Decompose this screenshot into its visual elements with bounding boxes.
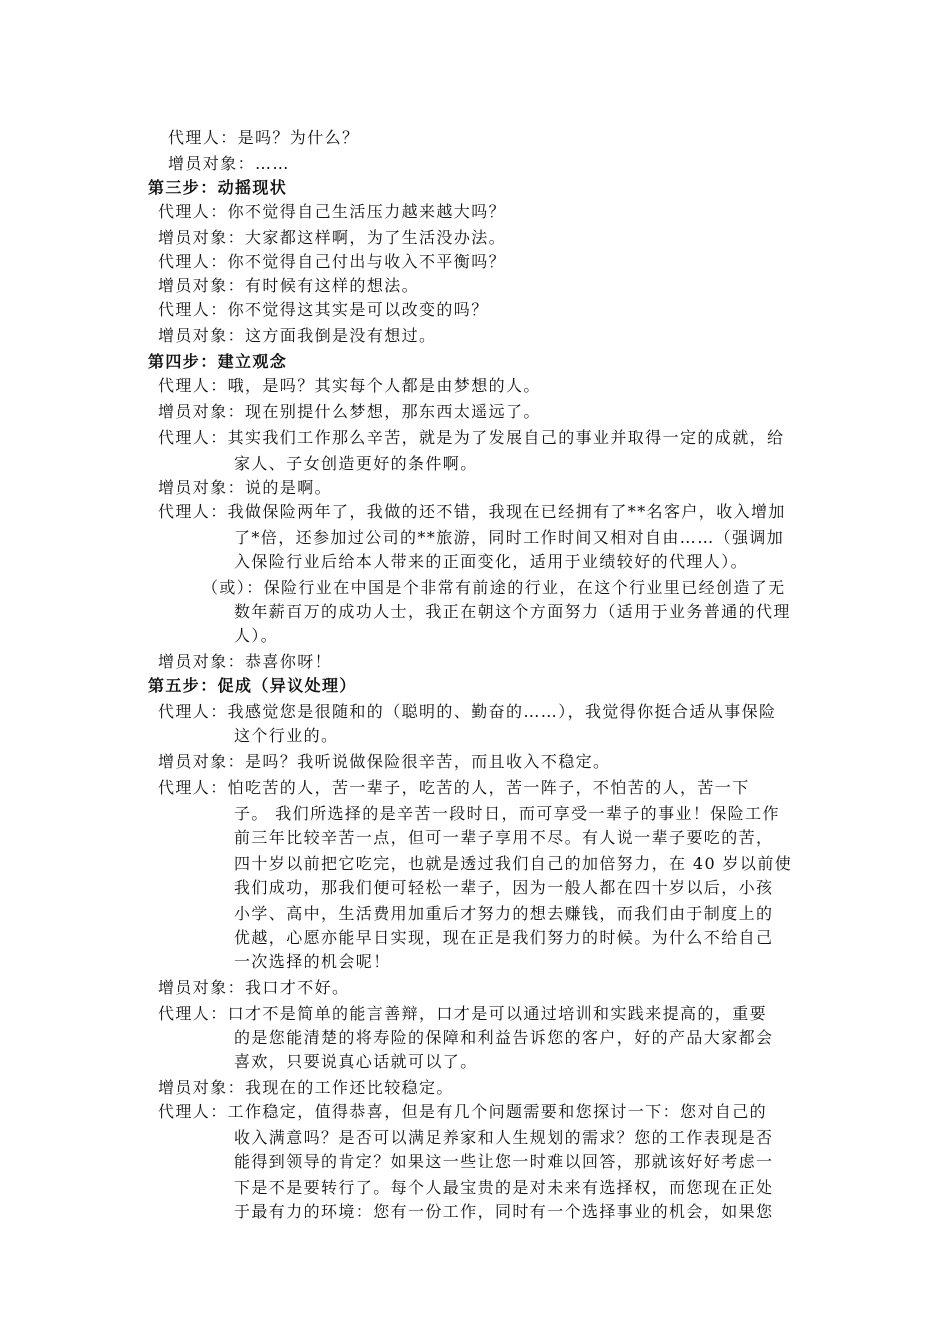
dialog-line bbox=[158, 700, 776, 724]
dialog-line bbox=[168, 126, 359, 150]
dialog-continuation: 喜欢，只要说真心话就可以了。 bbox=[234, 1052, 478, 1071]
dialog-line bbox=[158, 374, 541, 398]
section-heading: 第五步：促成（异议处理） bbox=[148, 676, 357, 695]
dialog-line bbox=[158, 1076, 454, 1100]
dialog-text: 保险行业在中国是个非常有前途的行业，在这个行业里已经创造了无 bbox=[263, 578, 786, 597]
dialog-line bbox=[158, 1100, 767, 1124]
dialog-line bbox=[158, 476, 332, 500]
dialog-text: 其实我们工作那么辛苦，就是为了发展自己的事业并取得一定的成就，给 bbox=[227, 428, 785, 447]
speaker-label: 增员对象： bbox=[158, 478, 246, 497]
dialog-continuation: 下是不是要转行了。每个人最宝贵的是对未来有选择权，而您现在正处 bbox=[234, 1178, 774, 1197]
dialog-text: 是吗？为什么？ bbox=[237, 128, 360, 147]
dialog-line bbox=[158, 1002, 767, 1026]
speaker-label: 增员对象： bbox=[158, 326, 246, 345]
speaker-label: 增员对象： bbox=[158, 1078, 246, 1097]
dialog-line bbox=[158, 226, 506, 250]
speaker-label: 代理人： bbox=[158, 252, 228, 271]
dialog-text: 你不觉得自己付出与收入不平衡吗？ bbox=[227, 252, 507, 271]
dialog-text: 说的是啊。 bbox=[245, 478, 333, 497]
dialog-text: 现在别提什么梦想，那东西太遥远了。 bbox=[245, 402, 541, 421]
dialog-line bbox=[158, 324, 436, 348]
speaker-label: （或）： bbox=[202, 578, 264, 597]
dialog-continuation: 我们成功，那我们便可轻松一辈子，因为一般人都在四十岁以后，小孩 bbox=[234, 878, 774, 897]
section-heading: 第四步：建立观念 bbox=[148, 352, 288, 371]
dialog-line bbox=[158, 776, 750, 800]
dialog-text: 是吗？我听说做保险很辛苦，而且收入不稳定。 bbox=[245, 752, 611, 771]
speaker-label: 增员对象： bbox=[158, 978, 246, 997]
dialog-line bbox=[158, 200, 506, 224]
dialog-continuation: 能得到领导的肯定？如果这一些让您一时难以回答，那就该好好考虑一 bbox=[234, 1152, 774, 1171]
dialog-continuation: 这个行业的。 bbox=[234, 726, 339, 745]
dialog-line bbox=[158, 250, 506, 274]
dialog-continuation: 一次选择的机会呢！ bbox=[234, 952, 391, 971]
dialog-text: 哦，是吗？其实每个人都是由梦想的人。 bbox=[227, 376, 541, 395]
dialog-text: 我口才不好。 bbox=[245, 978, 350, 997]
dialog-text: 口才不是简单的能言善辩，口才是可以通过培训和实践来提高的，重要 bbox=[227, 1004, 768, 1023]
speaker-label: 代理人： bbox=[158, 1102, 228, 1121]
speaker-label: 代理人： bbox=[158, 202, 228, 221]
dialog-text: 大家都这样啊，为了生活没办法。 bbox=[245, 228, 507, 247]
dialog-continuation: 了*倍，还参加过公司的**旅游，同时工作时间又相对自由……（强调加 bbox=[234, 528, 785, 547]
speaker-label: 增员对象： bbox=[158, 652, 246, 671]
dialog-continuation: 子。 我们所选择的是辛苦一段时日，而可享受一辈子的事业！保险工作 bbox=[234, 804, 780, 823]
dialog-continuation: 家人、子女创造更好的条件啊。 bbox=[234, 454, 478, 473]
dialog-text: 我做保险两年了，我做的还不错，我现在已经拥有了**名客户，收入增加 bbox=[227, 502, 786, 521]
speaker-label: 代理人： bbox=[158, 300, 228, 319]
speaker-label: 代理人： bbox=[168, 128, 238, 147]
speaker-label: 增员对象： bbox=[168, 154, 256, 173]
dialog-line bbox=[158, 976, 349, 1000]
dialog-text: 我感觉您是很随和的（聪明的、勤奋的……），我觉得你挺合适从事保险 bbox=[227, 702, 777, 721]
speaker-label: 增员对象： bbox=[158, 228, 246, 247]
speaker-label: 代理人： bbox=[158, 502, 228, 521]
dialog-continuation: 人）。 bbox=[234, 626, 279, 645]
dialog-text: 这方面我倒是没有想过。 bbox=[245, 326, 437, 345]
dialog-text: 我现在的工作还比较稳定。 bbox=[245, 1078, 454, 1097]
section-heading: 第三步：动摇现状 bbox=[148, 178, 288, 197]
dialog-continuation: 四十岁以前把它吃完，也就是透过我们自己的加倍努力，在 40 岁以前使 bbox=[234, 854, 793, 873]
dialog-line bbox=[158, 274, 419, 298]
speaker-label: 代理人： bbox=[158, 1004, 228, 1023]
dialog-line bbox=[202, 576, 786, 600]
dialog-continuation: 于最有力的环境：您有一份工作，同时有一个选择事业的机会，如果您 bbox=[234, 1202, 774, 1221]
dialog-text: 恭喜你呀！ bbox=[245, 652, 333, 671]
speaker-label: 代理人： bbox=[158, 702, 228, 721]
speaker-label: 代理人： bbox=[158, 428, 228, 447]
dialog-continuation: 前三年比较辛苦一点，但可一辈子享用不尽。有人说一辈子要吃的苦， bbox=[234, 828, 774, 847]
dialog-line bbox=[168, 152, 290, 176]
dialog-text: 你不觉得这其实是可以改变的吗？ bbox=[227, 300, 489, 319]
dialog-continuation: 数年薪百万的成功人士，我正在朝这个方面努力（适用于业务普通的代理 bbox=[234, 602, 791, 621]
speaker-label: 增员对象： bbox=[158, 402, 246, 421]
dialog-text: 工作稳定，值得恭喜，但是有几个问题需要和您探讨一下：您对自己的 bbox=[227, 1102, 768, 1121]
speaker-label: 增员对象： bbox=[158, 752, 246, 771]
dialog-continuation: 小学、高中，生活费用加重后才努力的想去赚钱，而我们由于制度上的 bbox=[234, 904, 774, 923]
speaker-label: 代理人： bbox=[158, 778, 228, 797]
dialog-line bbox=[158, 426, 784, 450]
dialog-line bbox=[158, 500, 786, 524]
dialog-text: 怕吃苦的人，苦一辈子，吃苦的人，苦一阵子，不怕苦的人，苦一下 bbox=[227, 778, 750, 797]
dialog-line bbox=[158, 298, 489, 322]
dialog-line bbox=[158, 650, 332, 674]
speaker-label: 代理人： bbox=[158, 376, 228, 395]
dialog-line bbox=[158, 750, 610, 774]
dialog-text: …… bbox=[255, 154, 290, 173]
dialog-continuation: 的是您能清楚的将寿险的保障和利益告诉您的客户，好的产品大家都会 bbox=[234, 1028, 774, 1047]
dialog-line bbox=[158, 400, 541, 424]
speaker-label: 增员对象： bbox=[158, 276, 246, 295]
dialog-text: 有时候有这样的想法。 bbox=[245, 276, 420, 295]
dialog-text: 你不觉得自己生活压力越来越大吗？ bbox=[227, 202, 507, 221]
dialog-continuation: 收入满意吗？是否可以满足养家和人生规划的需求？您的工作表现是否 bbox=[234, 1128, 774, 1147]
dialog-continuation: 入保险行业后给本人带来的正面变化，适用于业绩较好的代理人）。 bbox=[234, 552, 749, 571]
dialog-continuation: 优越，心愿亦能早日实现，现在正是我们努力的时候。为什么不给自己 bbox=[234, 928, 774, 947]
